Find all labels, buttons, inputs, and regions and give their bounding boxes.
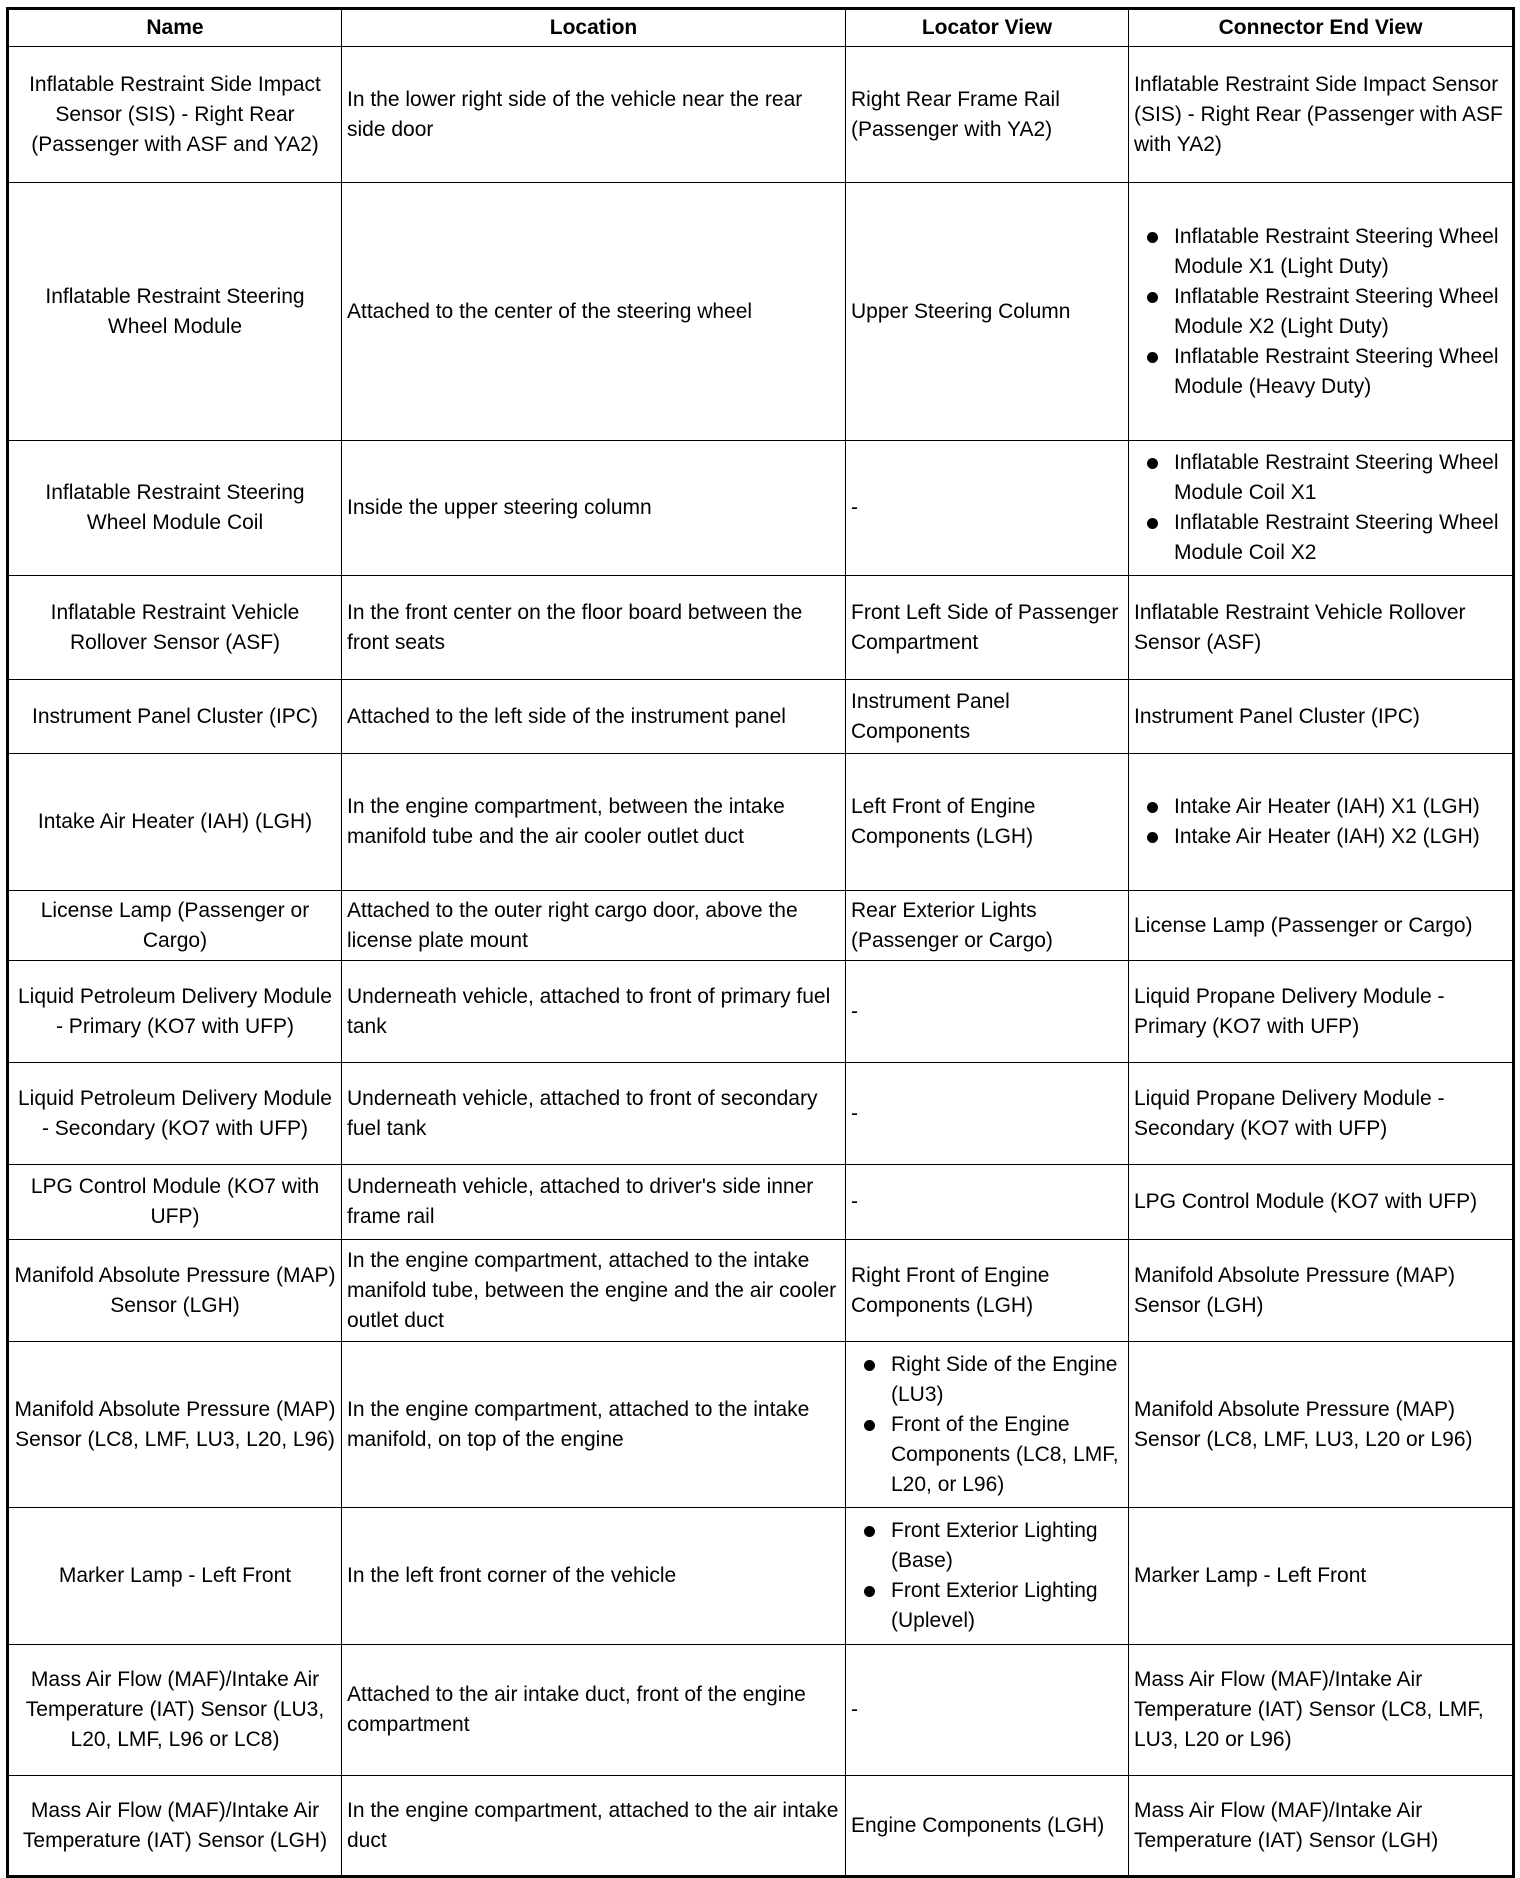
connector-end-view-cell: Instrument Panel Cluster (IPC) [1129,680,1514,754]
location-cell: Attached to the outer right cargo door, above the license plate mount [342,891,846,961]
bullet-item: Front Exterior Lighting (Base) [891,1516,1123,1576]
locator-view-cell: Rear Exterior Lights (Passenger or Cargo) [846,891,1129,961]
connector-end-view-cell: Marker Lamp - Left Front [1129,1508,1514,1645]
bullet-item: Inflatable Restraint Steering Wheel Module Coil X2 [1174,508,1507,568]
connector-end-view-cell [1129,183,1514,441]
name-cell: Manifold Absolute Pressure (MAP) Sensor (LC8, LMF, LU3, L20, L96) [8,1342,342,1508]
name-cell: Inflatable Restraint Steering Wheel Module Coil [8,441,342,576]
bullet-list [851,1516,1123,1636]
table-row [8,1063,1514,1165]
connector-end-view-cell [1129,754,1514,891]
table-row [8,1240,1514,1342]
table-row [8,1508,1514,1645]
location-cell: In the engine compartment, attached to the intake manifold, on top of the engine [342,1342,846,1508]
bullet-item: Inflatable Restraint Steering Wheel Module (Heavy Duty) [1174,342,1507,402]
locator-view-cell: Right Rear Frame Rail (Passenger with YA2) [846,47,1129,183]
name-cell: Intake Air Heater (IAH) (LGH) [8,754,342,891]
table-row [8,441,1514,576]
location-cell: Underneath vehicle, attached to driver's side inner frame rail [342,1165,846,1240]
locator-view-cell: - [846,1645,1129,1776]
location-cell: Attached to the air intake duct, front of the engine compartment [342,1645,846,1776]
header-row [8,9,1514,47]
connector-end-view-cell: LPG Control Module (KO7 with UFP) [1129,1165,1514,1240]
table-row [8,576,1514,680]
header-location: Location [342,9,846,47]
table-row [8,891,1514,961]
name-cell: Instrument Panel Cluster (IPC) [8,680,342,754]
bullet-list [1134,222,1507,402]
bullet-item: Inflatable Restraint Steering Wheel Module Coil X1 [1174,448,1507,508]
bullet-list [851,1350,1123,1500]
location-cell: In the front center on the floor board between the front seats [342,576,846,680]
connector-end-view-cell: Mass Air Flow (MAF)/Intake Air Temperature (IAT) Sensor (LC8, LMF, LU3, L20 or L96) [1129,1645,1514,1776]
table-row [8,680,1514,754]
table-row [8,1645,1514,1776]
header-locator-view: Locator View [846,9,1129,47]
table-row [8,1165,1514,1240]
name-cell: Marker Lamp - Left Front [8,1508,342,1645]
location-cell: In the left front corner of the vehicle [342,1508,846,1645]
name-cell: Manifold Absolute Pressure (MAP) Sensor (LGH) [8,1240,342,1342]
location-cell: In the engine compartment, between the intake manifold tube and the air cooler outlet duct [342,754,846,891]
table-row [8,961,1514,1063]
table-row [8,754,1514,891]
connector-end-view-cell: Mass Air Flow (MAF)/Intake Air Temperature (IAT) Sensor (LGH) [1129,1776,1514,1877]
connector-end-view-cell: Liquid Propane Delivery Module - Primary (KO7 with UFP) [1129,961,1514,1063]
connector-end-view-cell [1129,441,1514,576]
location-cell: In the engine compartment, attached to the air intake duct [342,1776,846,1877]
bullet-item: Inflatable Restraint Steering Wheel Module X1 (Light Duty) [1174,222,1507,282]
name-cell: LPG Control Module (KO7 with UFP) [8,1165,342,1240]
bullet-item: Front of the Engine Components (LC8, LMF, L20, or L96) [891,1410,1123,1500]
header-connector-end-view: Connector End View [1129,9,1514,47]
location-cell: Inside the upper steering column [342,441,846,576]
location-cell: In the lower right side of the vehicle near the rear side door [342,47,846,183]
locator-view-cell: - [846,441,1129,576]
locator-view-cell [846,1508,1129,1645]
locator-view-cell: Right Front of Engine Components (LGH) [846,1240,1129,1342]
bullet-list [1134,448,1507,568]
bullet-item: Right Side of the Engine (LU3) [891,1350,1123,1410]
locator-view-cell: Left Front of Engine Components (LGH) [846,754,1129,891]
connector-end-view-cell: Liquid Propane Delivery Module - Secondary (KO7 with UFP) [1129,1063,1514,1165]
locator-view-cell: Instrument Panel Components [846,680,1129,754]
table-row [8,47,1514,183]
name-cell: Inflatable Restraint Steering Wheel Module [8,183,342,441]
table-row [8,183,1514,441]
location-cell: Underneath vehicle, attached to front of secondary fuel tank [342,1063,846,1165]
connector-end-view-cell: Inflatable Restraint Side Impact Sensor (SIS) - Right Rear (Passenger with ASF with YA2) [1129,47,1514,183]
locator-view-cell: Front Left Side of Passenger Compartment [846,576,1129,680]
name-cell: Mass Air Flow (MAF)/Intake Air Temperature (IAT) Sensor (LU3, L20, LMF, L96 or LC8) [8,1645,342,1776]
name-cell: Liquid Petroleum Delivery Module - Secondary (KO7 with UFP) [8,1063,342,1165]
bullet-item: Intake Air Heater (IAH) X2 (LGH) [1174,822,1507,852]
name-cell: Inflatable Restraint Side Impact Sensor (SIS) - Right Rear (Passenger with ASF and YA2) [8,47,342,183]
bullet-item: Front Exterior Lighting (Uplevel) [891,1576,1123,1636]
location-cell: Attached to the center of the steering wheel [342,183,846,441]
locator-view-cell: Upper Steering Column [846,183,1129,441]
locator-view-cell: Engine Components (LGH) [846,1776,1129,1877]
location-cell: In the engine compartment, attached to the intake manifold tube, between the engine and the air cooler outlet duct [342,1240,846,1342]
table-row [8,1776,1514,1877]
component-locator-table [6,7,1515,1878]
location-cell: Attached to the left side of the instrument panel [342,680,846,754]
locator-view-cell: - [846,1063,1129,1165]
connector-end-view-cell: License Lamp (Passenger or Cargo) [1129,891,1514,961]
name-cell: Liquid Petroleum Delivery Module - Primary (KO7 with UFP) [8,961,342,1063]
table-row [8,1342,1514,1508]
connector-end-view-cell: Inflatable Restraint Vehicle Rollover Sensor (ASF) [1129,576,1514,680]
name-cell: Inflatable Restraint Vehicle Rollover Sensor (ASF) [8,576,342,680]
location-cell: Underneath vehicle, attached to front of primary fuel tank [342,961,846,1063]
bullet-item: Intake Air Heater (IAH) X1 (LGH) [1174,792,1507,822]
header-name: Name [8,9,342,47]
name-cell: License Lamp (Passenger or Cargo) [8,891,342,961]
bullet-item: Inflatable Restraint Steering Wheel Module X2 (Light Duty) [1174,282,1507,342]
locator-view-cell: - [846,1165,1129,1240]
locator-view-cell: - [846,961,1129,1063]
table-body [8,47,1514,1877]
locator-view-cell [846,1342,1129,1508]
bullet-list [1134,792,1507,852]
connector-end-view-cell: Manifold Absolute Pressure (MAP) Sensor (LC8, LMF, LU3, L20 or L96) [1129,1342,1514,1508]
name-cell: Mass Air Flow (MAF)/Intake Air Temperature (IAT) Sensor (LGH) [8,1776,342,1877]
connector-end-view-cell: Manifold Absolute Pressure (MAP) Sensor (LGH) [1129,1240,1514,1342]
